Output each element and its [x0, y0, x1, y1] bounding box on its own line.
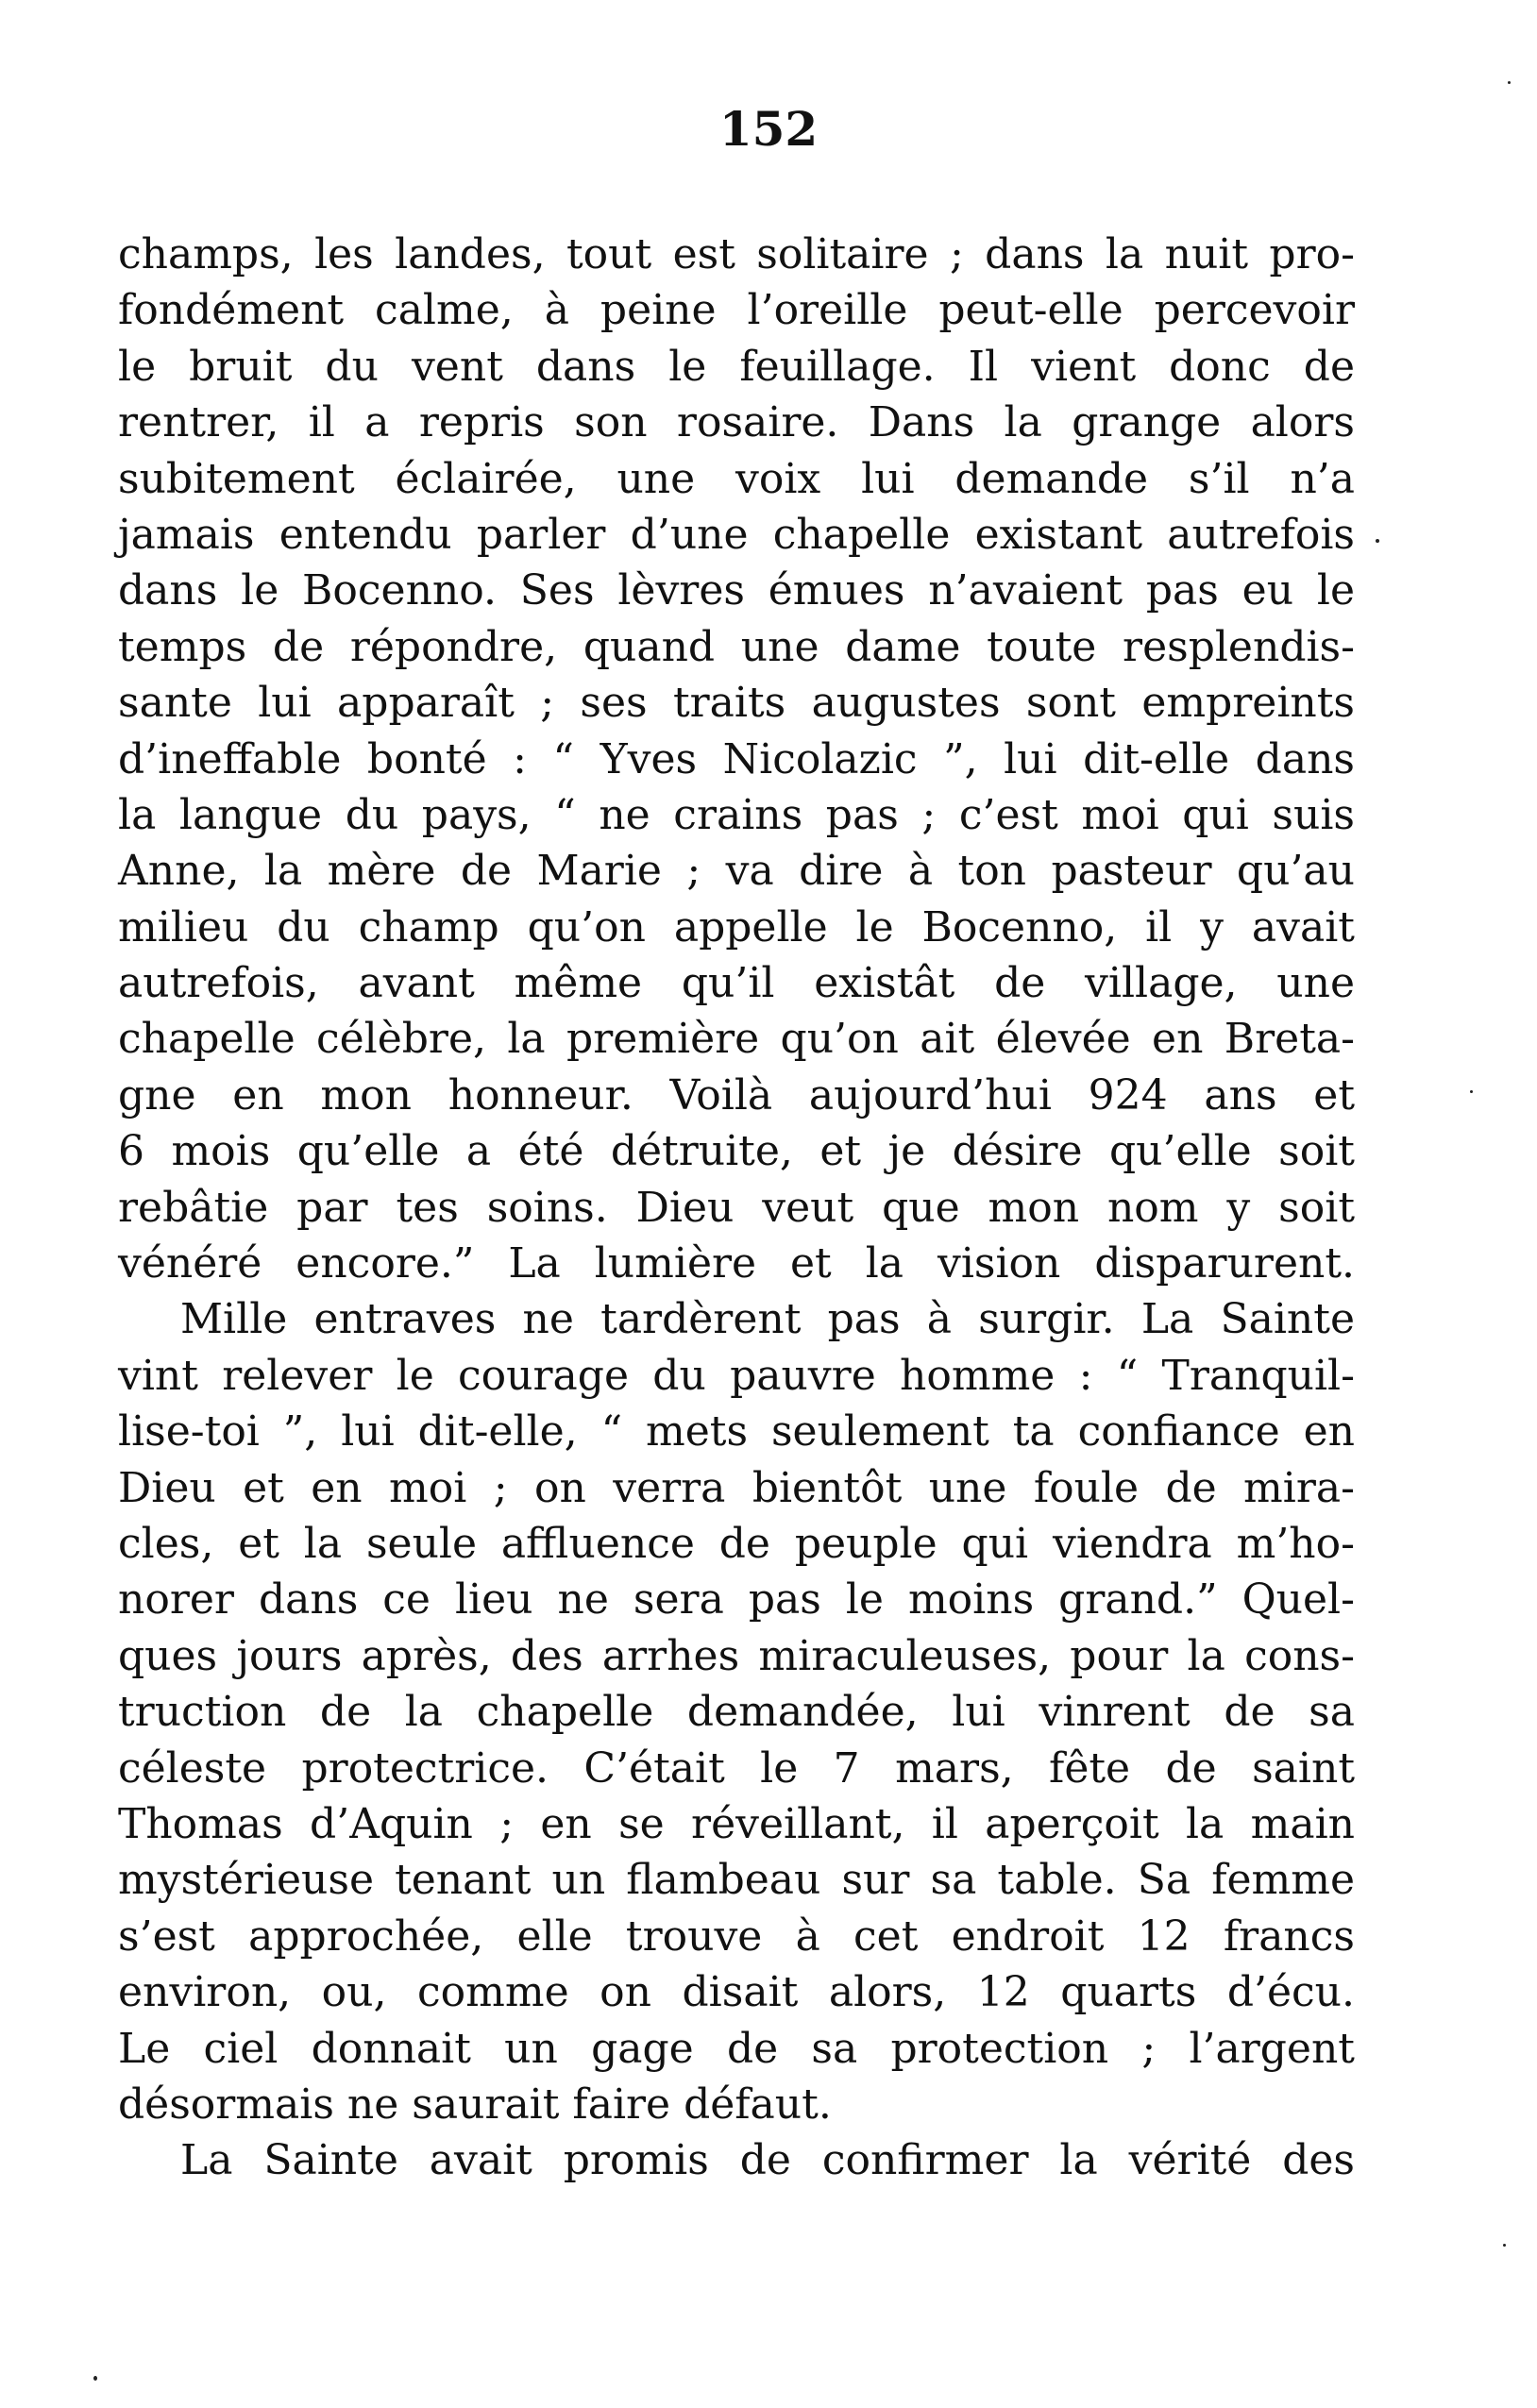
print-speck	[1376, 539, 1379, 543]
text-line: rentrer, il a repris son rosaire. Dans la grange alors	[118, 398, 1355, 447]
text-line: d’ineffable bonté : “ Yves Nicolazic ”, lui dit-elle dans	[118, 734, 1355, 783]
text-line: 6 mois qu’elle a été détruite, et je désire qu’elle soit	[118, 1127, 1355, 1176]
text-line: autrefois, avant même qu’il existât de village, une	[118, 959, 1355, 1008]
text-line: Anne, la mère de Marie ; va dire à ton pasteur qu’au	[118, 847, 1355, 896]
text-line: vénéré encore.” La lumière et la vision disparurent.	[118, 1239, 1355, 1288]
text-line: gne en mon honneur. Voilà aujourd’hui 924 ans et	[118, 1070, 1355, 1120]
text-line: Le ciel donnait un gage de sa protection ; l’argent	[118, 2024, 1355, 2073]
text-line: rebâtie par tes soins. Dieu veut que mon nom y soit	[118, 1183, 1355, 1232]
text-line: la langue du pays, “ ne crains pas ; c’est moi qui suis	[118, 790, 1355, 839]
text-line: Thomas d’Aquin ; en se réveillant, il aperçoit la main	[118, 1799, 1355, 1848]
body-text	[118, 227, 1355, 2189]
text-line: fondément calme, à peine l’oreille peut-elle percevoir	[118, 286, 1355, 335]
text-line: céleste protectrice. C’était le 7 mars, fête de saint	[118, 1743, 1355, 1793]
print-speck	[1508, 81, 1511, 84]
text-line: lise-toi ”, lui dit-elle, “ mets seulement ta confiance en	[118, 1407, 1355, 1457]
page-number: 152	[718, 101, 819, 157]
text-line: désormais ne saurait faire défaut.	[118, 2080, 832, 2129]
print-speck	[93, 2376, 97, 2381]
text-line: sante lui apparaît ; ses traits augustes sont empreints	[118, 679, 1355, 728]
text-line: cles, et la seule affluence de peuple qui viendra m’ho-	[118, 1519, 1355, 1568]
text-line: vint relever le courage du pauvre homme : “ Tranquil-	[118, 1351, 1355, 1400]
text-line: le bruit du vent dans le feuillage. Il vient donc de	[118, 342, 1355, 391]
text-line: milieu du champ qu’on appelle le Bocenno, il y avait	[118, 902, 1355, 951]
print-speck	[1470, 1090, 1473, 1093]
text-line: norer dans ce lieu ne sera pas le moins grand.” Quel-	[118, 1575, 1355, 1625]
text-line: s’est approchée, elle trouve à cet endroit 12 francs	[118, 1911, 1355, 1961]
text-line: temps de répondre, quand une dame toute resplendis-	[118, 622, 1355, 671]
text-line: jamais entendu parler d’une chapelle existant autrefois	[118, 510, 1355, 559]
text-line: ques jours après, des arrhes miraculeuses, pour la cons-	[118, 1631, 1355, 1680]
text-line: truction de la chapelle demandée, lui vinrent de sa	[118, 1688, 1355, 1737]
text-line: Mille entraves ne tardèrent pas à surgir. La Sainte	[180, 1295, 1355, 1344]
text-line: chapelle célèbre, la première qu’on ait élevée en Breta-	[118, 1015, 1355, 1064]
text-line: environ, ou, comme on disait alors, 12 quarts d’écu.	[118, 1968, 1355, 2017]
text-line: mystérieuse tenant un flambeau sur sa table. Sa femme	[118, 1856, 1355, 1905]
text-line: dans le Bocenno. Ses lèvres émues n’avaient pas eu le	[118, 566, 1355, 615]
print-speck	[1503, 2244, 1506, 2247]
text-line: champs, les landes, tout est solitaire ; dans la nuit pro-	[118, 230, 1355, 278]
text-line: subitement éclairée, une voix lui demande s’il n’a	[118, 454, 1355, 503]
text-line: Dieu et en moi ; on verra bientôt une foule de mira-	[118, 1463, 1355, 1512]
text-line: La Sainte avait promis de confirmer la vérité des	[180, 2136, 1355, 2185]
